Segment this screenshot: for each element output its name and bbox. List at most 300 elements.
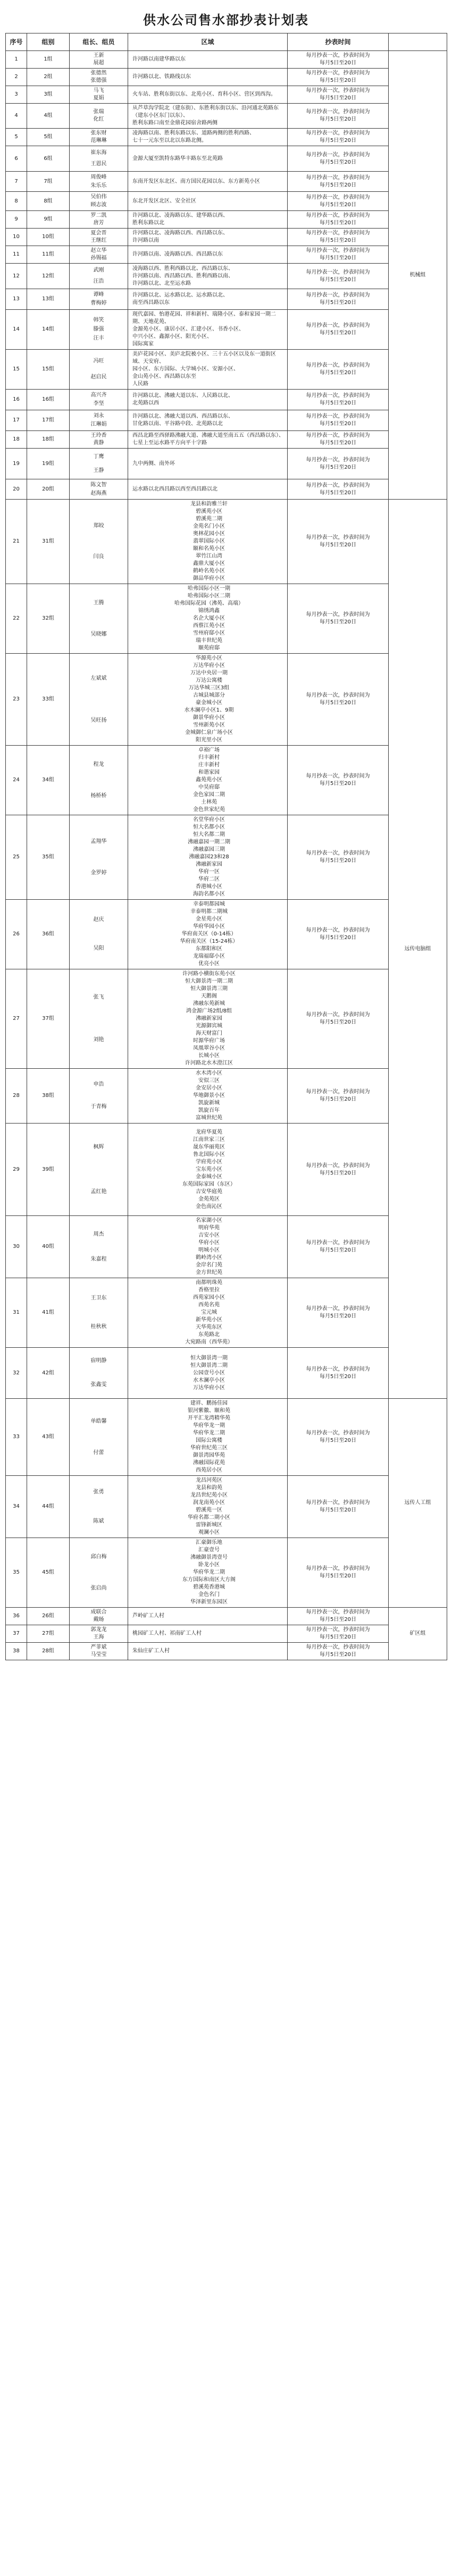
cell-line: 香格里拉 <box>198 1287 220 1293</box>
leader-list <box>71 108 126 123</box>
cell-leaders <box>70 1278 128 1348</box>
cell-group: 33组 <box>27 654 70 746</box>
table-row <box>6 1216 447 1278</box>
cell-line: 海韵名都小区 <box>193 891 225 897</box>
cell-group: 18组 <box>27 431 70 449</box>
cell-line: 万达华府小区 <box>193 1384 225 1391</box>
cell-line: 国际公寓楼 <box>196 1438 222 1443</box>
cell-line: 吉安华庭苑 <box>196 1188 222 1195</box>
cell-group: 40组 <box>27 1216 70 1278</box>
cell-line: 每月抄表一次，抄表时间为 <box>306 1306 370 1312</box>
table-body <box>6 51 447 1660</box>
cell-leaders <box>70 104 128 129</box>
cell-line: 奥林花园小区 <box>193 531 225 537</box>
table-row <box>6 479 447 500</box>
cell-line: 每月5日至20日 <box>319 159 357 165</box>
cell-leaders <box>70 172 128 192</box>
cell-line: 每月抄表一次，抄表时间为 <box>306 457 370 463</box>
cell-line: 鹤岭名苑小区 <box>193 568 225 574</box>
table-row <box>6 1348 447 1399</box>
cell-group: 42组 <box>27 1348 70 1399</box>
cell-no: 35 <box>6 1538 27 1608</box>
leader-name: 成联合 <box>90 1609 107 1615</box>
cell-line: 华源苑小区 <box>196 655 222 661</box>
cell-line: 每月抄表一次，抄表时间为 <box>306 773 370 779</box>
table-row <box>6 390 447 410</box>
cell-area <box>128 410 288 431</box>
cell-line: 芦岭矿工人村 <box>132 1613 164 1619</box>
cell-area <box>128 479 288 500</box>
cell-line: 许河路以北、沸融大道以西、西昌路以东、 <box>132 413 233 419</box>
cell-area <box>128 969 288 1069</box>
leader-list <box>71 265 126 288</box>
leader-name: 王卫东 <box>90 1295 107 1302</box>
cell-group: 43组 <box>27 1399 70 1476</box>
cell-time <box>288 51 389 69</box>
leader-list <box>71 1285 126 1341</box>
cell-area <box>128 310 288 350</box>
cell-group: 26组 <box>27 1608 70 1625</box>
leader-name: 吴阳 <box>93 945 104 951</box>
cell-area <box>128 1278 288 1348</box>
table-row <box>6 192 447 211</box>
cell-area <box>128 1216 288 1278</box>
table-row <box>6 1476 447 1538</box>
cell-line: 每月5日至20日 <box>319 400 357 406</box>
cell-line: 每月5日至20日 <box>319 440 357 446</box>
cell-line: 华府一区 <box>198 869 220 875</box>
cell-line: 雪州新苑小区 <box>193 722 225 728</box>
cell-leaders <box>70 289 128 310</box>
cell-line: 万达公寓楼 <box>196 678 222 683</box>
cell-line: 每月5日至20日 <box>319 1096 357 1102</box>
cell-group: 20组 <box>27 479 70 500</box>
cell-line: 甘化路以南、平谷路中段、北苑路以北 <box>132 421 223 427</box>
cell-line: 许河路以北、沸融大道以东、人民路以北、 <box>132 393 233 399</box>
cell-line: 鑫鼎大厦小区 <box>193 561 225 567</box>
cell-line: 每月抄表一次，抄表时间为 <box>306 612 370 618</box>
cell-group: 10组 <box>27 229 70 246</box>
cell-line: 碧溪苑一区 <box>196 1507 222 1513</box>
cell-time <box>288 900 389 969</box>
table-row <box>6 1538 447 1608</box>
cell-line: 许河路以北、凌海路以东、建华路以西、 <box>132 213 228 218</box>
cell-line: 每月抄表一次，抄表时间为 <box>306 130 370 136</box>
cell-line: 华府华龙一期 <box>193 1423 225 1429</box>
cell-line: 西苑家园小区 <box>193 1295 225 1300</box>
cell-no: 24 <box>6 746 27 815</box>
leader-name: 夏娟 <box>93 95 104 101</box>
cell-time <box>288 1348 389 1399</box>
cell-area <box>128 129 288 146</box>
cell-line: 每月抄表一次，抄表时间为 <box>306 292 370 298</box>
cell-line: 许河路北水木澄江区 <box>185 1060 233 1066</box>
cell-line: 东方国际和南区大方阁 <box>182 1577 236 1583</box>
cell-line: 建祥、鹏扬佳园 <box>190 1400 228 1406</box>
cell-time <box>288 1069 389 1124</box>
cell-line: 龙县和韵雅兰轩 <box>190 501 228 507</box>
cell-line: 雪州府邸小区 <box>193 630 225 636</box>
leader-name: 桂秋秋 <box>90 1323 107 1330</box>
cell-time <box>288 211 389 229</box>
cell-line: 朱仙庄矿工人村 <box>132 1648 170 1654</box>
leader-list <box>71 1541 126 1604</box>
cell-line: 每月抄表一次，抄表时间为 <box>306 88 370 94</box>
cell-line: 每月5日至20日 <box>319 781 357 787</box>
leader-name: 谭峰 <box>93 291 104 298</box>
leader-name: 王继红 <box>90 238 107 243</box>
cell-line: 颐苑府邸 <box>198 645 220 651</box>
cell-line: 每月5日至20日 <box>319 1573 357 1579</box>
header-area: 区域 <box>128 33 288 51</box>
leader-name: 唐芳 <box>93 220 104 226</box>
cell-line: 幸泰明都园城 <box>193 901 225 907</box>
cell-line: 金源大厦至凯特东路华丰路东至北苑路 <box>132 155 223 162</box>
cell-line: 从芦草沟学院北（建东街）、东胜利东街以东、沿河通北苑路东（建东小区东门以东）、 <box>132 105 279 119</box>
cell-line: 中兴小区、鑫源小区、阳光小区、 <box>132 334 212 340</box>
cell-line: 水木澜亭小区 <box>193 1377 225 1383</box>
cell-line: 润龙南苑小区 <box>193 1500 225 1506</box>
cell-line: 园小区、东方国际、大学城小区、安源小区、 <box>132 366 239 372</box>
cell-area <box>128 350 288 390</box>
cell-time <box>288 1625 389 1643</box>
cell-line: 鲁北国际小区 <box>193 1151 225 1158</box>
cell-line: 每月5日至20日 <box>319 78 357 83</box>
cell-line: 许河路以北、北至运水路 <box>132 280 191 286</box>
cell-line: 七星上至运水路平方向平十字路 <box>132 440 207 446</box>
cell-line: 北苑路以西 <box>132 400 159 406</box>
cell-line: 金苑名门小区 <box>193 523 225 529</box>
cell-area <box>128 449 288 479</box>
cell-line: 每月抄表一次，抄表时间为 <box>306 70 370 76</box>
cell-line: 每月抄表一次，抄表时间为 <box>306 1430 370 1436</box>
table-row <box>6 969 447 1069</box>
cell-dept: 矿区组 <box>389 1608 447 1660</box>
cell-time <box>288 654 389 746</box>
cell-line: 东南开发区东北区、南方国民花园以东、东方新苑小区 <box>132 178 260 184</box>
cell-no: 4 <box>6 104 27 129</box>
cell-no: 13 <box>6 289 27 310</box>
cell-leaders <box>70 264 128 289</box>
cell-line: 恒大御景湾一期 <box>190 1355 228 1361</box>
cell-no: 29 <box>6 1124 27 1216</box>
cell-leaders <box>70 1399 128 1476</box>
leader-list <box>71 1644 126 1659</box>
cell-line: 每月5日至20日 <box>319 255 357 261</box>
cell-no: 18 <box>6 431 27 449</box>
leader-name: 展超 <box>93 60 104 66</box>
leader-name: 付蕾 <box>93 1449 104 1456</box>
leader-list <box>71 52 126 67</box>
cell-time <box>288 146 389 172</box>
leader-name: 马飞 <box>93 88 104 94</box>
cell-group: 19组 <box>27 449 70 479</box>
cell-group: 16组 <box>27 390 70 410</box>
cell-line: 归丰新村 <box>198 755 220 761</box>
cell-line: 鹤岭湾小区 <box>196 1255 222 1261</box>
cell-group: 39组 <box>27 1124 70 1216</box>
cell-line: 每月抄表一次，抄表时间为 <box>306 692 370 698</box>
cell-area <box>128 1643 288 1660</box>
cell-line: 每月5日至20日 <box>319 421 357 427</box>
leader-name: 朱乐乐 <box>90 182 107 189</box>
cell-leaders <box>70 1069 128 1124</box>
leader-list <box>71 1626 126 1641</box>
cell-no: 22 <box>6 584 27 654</box>
table-row <box>6 431 447 449</box>
cell-line: 胜利东路口南至金鼎花园宿舍路两侧 <box>132 120 217 126</box>
cell-area <box>128 1124 288 1216</box>
cell-line: 龙县和韵苑 <box>196 1485 222 1491</box>
cell-area <box>128 390 288 410</box>
cell-line: 每月抄表一次，抄表时间为 <box>306 1012 370 1018</box>
leader-name: 李坚 <box>93 401 104 407</box>
cell-line: 每月5日至20日 <box>319 542 357 548</box>
cell-line: 颐和名苑小区 <box>193 546 225 552</box>
cell-group: 34组 <box>27 746 70 815</box>
cell-line: 翠竹江山湾 <box>196 553 222 559</box>
cell-area <box>128 746 288 815</box>
leader-list <box>71 657 126 741</box>
leader-list <box>71 1609 126 1624</box>
cell-leaders <box>70 1216 128 1278</box>
cell-line: 每月5日至20日 <box>319 60 357 66</box>
cell-line: 每月5日至20日 <box>319 116 357 122</box>
cell-group: 13组 <box>27 289 70 310</box>
leader-name: 孙锡福 <box>90 255 107 261</box>
cell-line: 万达华城三区3组 <box>188 685 230 691</box>
leader-name: 孟翔华 <box>90 838 107 844</box>
cell-line: 许河路以南、西昌路以西、胜利西路以南、 <box>132 273 233 279</box>
cell-leaders <box>70 1348 128 1399</box>
table-row <box>6 1399 447 1476</box>
cell-no: 37 <box>6 1625 27 1643</box>
cell-time <box>288 350 389 390</box>
cell-line: 名企大厦小区 <box>193 615 225 621</box>
cell-line: 国际寓家 <box>132 341 154 347</box>
cell-line: 公园壹号小区 <box>193 1370 225 1376</box>
table-row <box>6 129 447 146</box>
cell-line: 每月5日至20日 <box>319 138 357 143</box>
cell-line: 瑞丰世纪苑 <box>196 638 222 644</box>
cell-line: 华府华龙二期 <box>193 1430 225 1436</box>
cell-line: 新华苑小区 <box>196 1317 222 1323</box>
leader-name: 吴伯伟 <box>90 194 107 200</box>
cell-line: 每月5日至20日 <box>319 1170 357 1176</box>
cell-line: 香港城小区 <box>196 884 222 890</box>
cell-line: 雷锋新城区 <box>196 1522 222 1528</box>
cell-area <box>128 500 288 584</box>
cell-line: 和谐家园 <box>198 770 220 775</box>
cell-line: 人民路 <box>132 381 148 387</box>
cell-time <box>288 969 389 1069</box>
cell-line: 许河路以北、铁路线以东 <box>132 74 191 80</box>
cell-line: 金山苑小区、西昌路以东至 <box>132 374 196 379</box>
cell-time <box>288 129 389 146</box>
cell-line: 华府小区 <box>198 1240 220 1246</box>
cell-line: 沸融新家园 <box>196 862 222 867</box>
cell-line: 每月抄表一次，抄表时间为 <box>306 1627 370 1633</box>
cell-line: 开平汇龙湾精华苑 <box>188 1415 230 1421</box>
cell-group: 35组 <box>27 815 70 900</box>
cell-line: 庄丰新村 <box>198 762 220 768</box>
cell-time <box>288 500 389 584</box>
leader-name: 闫良 <box>93 553 104 560</box>
cell-area <box>128 69 288 86</box>
cell-line: 龙府华夏苑 <box>196 1129 222 1135</box>
cell-line: 每月5日至20日 <box>319 1652 357 1658</box>
cell-line: 华地御景小区 <box>193 1093 225 1099</box>
header-group: 组别 <box>27 33 70 51</box>
leader-name: 刘艳 <box>93 1036 104 1043</box>
cell-no: 11 <box>6 246 27 264</box>
cell-no: 2 <box>6 69 27 86</box>
cell-area <box>128 104 288 129</box>
cell-line: 沸融嘉园三期 <box>193 847 225 852</box>
table-row <box>6 1625 447 1643</box>
cell-line: 龙昌世纪苑小区 <box>190 1492 228 1498</box>
cell-line: 天鹅阁 <box>201 993 217 999</box>
cell-line: 金苑苑区 <box>198 1196 220 1202</box>
leader-list <box>71 353 126 386</box>
cell-no: 21 <box>6 500 27 584</box>
leader-list <box>71 291 126 308</box>
cell-line: 碧溪苑二期 <box>196 516 222 522</box>
cell-line: 西苑名苑 <box>198 1302 220 1308</box>
cell-line: 许河路以南建华路以东 <box>132 56 186 62</box>
cell-leaders <box>70 211 128 229</box>
cell-leaders <box>70 500 128 584</box>
cell-line: 每月5日至20日 <box>319 95 357 101</box>
cell-line: 沸融御景湾壹号 <box>190 1555 228 1560</box>
cell-line: 每月5日至20日 <box>319 1617 357 1623</box>
cell-line: 美庐花园小区、美庐北院被小区、三十五小区以及东一道街区域、天安府、 <box>132 351 276 365</box>
leader-list <box>71 1074 126 1119</box>
leader-name: 张东财 <box>90 130 107 136</box>
cell-no: 9 <box>6 211 27 229</box>
leader-name: 周杰 <box>93 1231 104 1237</box>
leader-name: 高兴齐 <box>90 392 107 398</box>
cell-group: 17组 <box>27 410 70 431</box>
leader-name: 陈文智 <box>90 482 107 488</box>
cell-line: 长城小区 <box>198 1053 220 1059</box>
leader-name: 吴晓娜 <box>90 631 107 637</box>
leader-name: 严菲斌 <box>90 1644 107 1650</box>
cell-line: 优亮小区 <box>198 961 220 967</box>
cell-line: 每月抄表一次，抄表时间为 <box>306 109 370 115</box>
leader-name: 赵海燕 <box>90 490 107 496</box>
cell-leaders <box>70 431 128 449</box>
cell-group: 6组 <box>27 146 70 172</box>
cell-line: 卓裕广场 <box>198 747 220 753</box>
cell-line: 九中两侧、南外环 <box>132 460 175 467</box>
cell-no: 30 <box>6 1216 27 1278</box>
cell-leaders <box>70 1625 128 1643</box>
cell-no: 3 <box>6 86 27 104</box>
cell-line: 万达中央居一期 <box>190 670 228 676</box>
cell-leaders <box>70 69 128 86</box>
cell-leaders <box>70 1608 128 1625</box>
cell-time <box>288 1608 389 1625</box>
cell-group: 12组 <box>27 264 70 289</box>
cell-line: 西苑居小区 <box>196 1467 222 1473</box>
cell-line: 南都明珠苑 <box>196 1280 222 1286</box>
cell-leaders <box>70 654 128 746</box>
cell-line: 天华苑东区 <box>196 1324 222 1330</box>
cell-line: 碧溪苑小区 <box>196 509 222 514</box>
cell-line: 每月5日至20日 <box>319 276 357 283</box>
cell-line: 卧龙小区 <box>198 1562 220 1568</box>
cell-line: 华府世纪苑三区 <box>190 1445 228 1451</box>
leader-name: 邱白梅 <box>90 1553 107 1560</box>
cell-line: 每月5日至20日 <box>319 1373 357 1380</box>
leader-list <box>71 316 126 343</box>
cell-line: 西昌北路至西驿路沸融大道、沸融大道至南五五（西昌路以东）、 <box>132 433 284 438</box>
cell-area <box>128 172 288 192</box>
leader-name: 王恩民 <box>90 161 107 167</box>
cell-line: 华府南关区（15-24栋） <box>180 939 238 944</box>
cell-line: 鸿金源广场2组/8组 <box>186 1008 232 1014</box>
leader-list <box>71 1222 126 1272</box>
cell-line: 明城小区 <box>198 1247 220 1253</box>
cell-line: 御景湾园华苑 <box>193 1452 225 1458</box>
cell-line: 凤凰翠谷小区 <box>193 1045 225 1051</box>
leader-name: 赵启民 <box>90 374 107 381</box>
leader-name: 周俊峰 <box>90 174 107 180</box>
cell-line: 每月抄表一次，抄表时间为 <box>306 269 370 275</box>
cell-group: 14组 <box>27 310 70 350</box>
cell-line: 每月5日至20日 <box>319 464 357 470</box>
leader-name: 枫辉 <box>93 1144 104 1150</box>
table-row <box>6 746 447 815</box>
leader-name: 刘永 <box>93 412 104 419</box>
cell-time <box>288 746 389 815</box>
leader-name: 张德然 <box>90 70 107 76</box>
cell-no: 15 <box>6 350 27 390</box>
cell-line: 碧溪苑香港城 <box>193 1584 225 1590</box>
leader-name: 江琳娟 <box>90 421 107 428</box>
cell-time <box>288 289 389 310</box>
cell-line: 每月抄表一次，抄表时间为 <box>306 194 370 200</box>
cell-line: 许河路以南 <box>132 238 159 243</box>
cell-line: 每月5日至20日 <box>319 1247 357 1253</box>
cell-time <box>288 1278 389 1348</box>
cell-line: 水木湾小区 <box>196 1070 222 1076</box>
cell-leaders <box>70 192 128 211</box>
cell-leaders <box>70 350 128 390</box>
cell-line: 每月抄表一次，抄表时间为 <box>306 1566 370 1572</box>
leader-name: 赵庆 <box>93 917 104 923</box>
leader-list <box>71 977 126 1061</box>
cell-area <box>128 654 288 746</box>
cell-group: 37组 <box>27 969 70 1069</box>
header-row <box>6 33 447 51</box>
table-row <box>6 86 447 104</box>
cell-time <box>288 1643 389 1660</box>
cell-line: 每月抄表一次，抄表时间为 <box>306 362 370 368</box>
table-row <box>6 584 447 654</box>
cell-line: 每月5日至20日 <box>319 1507 357 1513</box>
cell-no: 25 <box>6 815 27 900</box>
cell-group: 27组 <box>27 1625 70 1643</box>
cell-group: 3组 <box>27 86 70 104</box>
cell-group: 15组 <box>27 350 70 390</box>
table-row <box>6 69 447 86</box>
leader-name: 申浩 <box>93 1081 104 1087</box>
cell-line: 每月抄表一次，抄表时间为 <box>306 850 370 856</box>
table-row <box>6 211 447 229</box>
cell-time <box>288 246 389 264</box>
